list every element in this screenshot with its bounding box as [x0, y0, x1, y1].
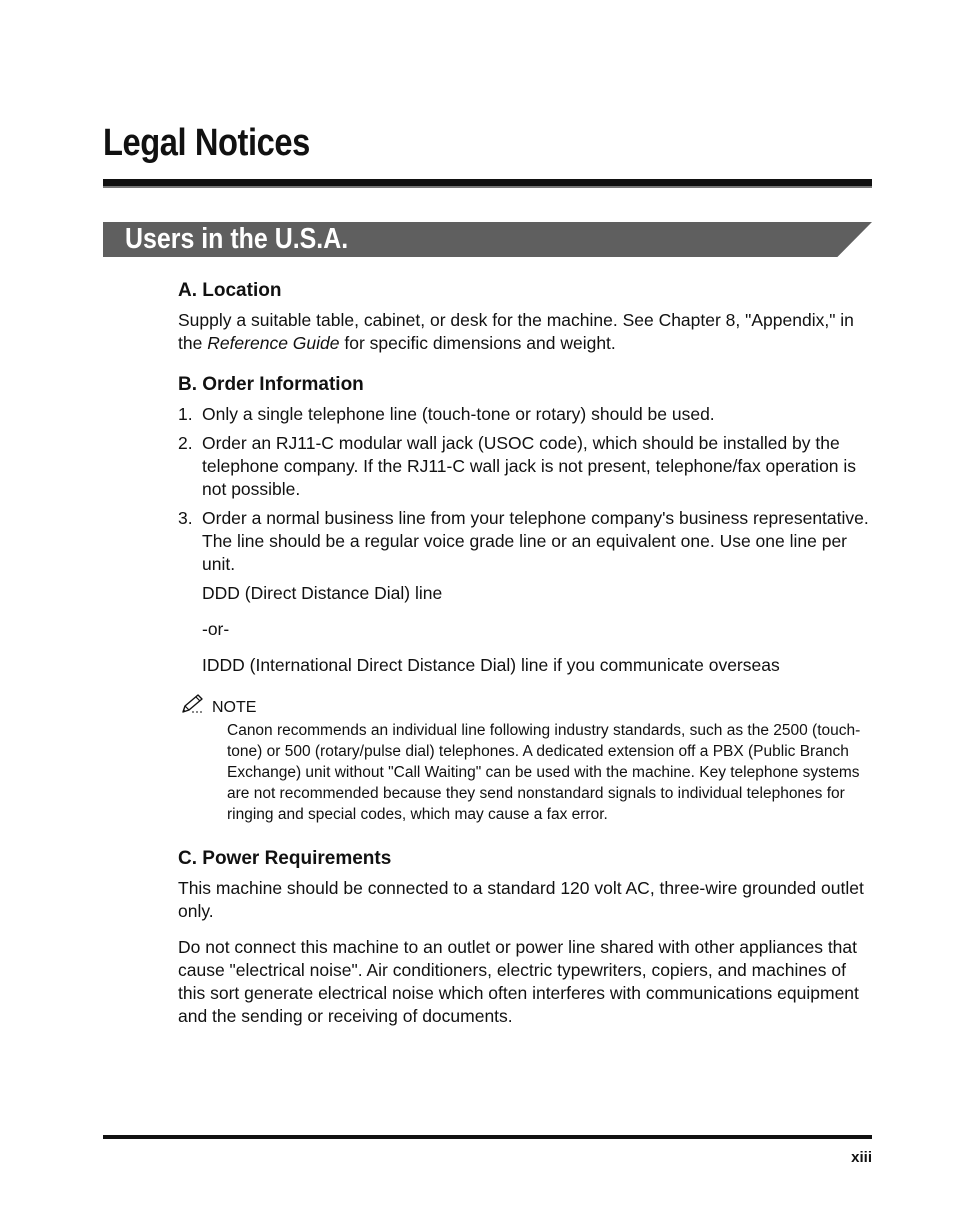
note-header — [178, 696, 872, 718]
title-rule-shadow — [103, 186, 872, 188]
list-item-text: Order an RJ11-C modular wall jack (USOC code), which should be installed by the telephone company. If the RJ11-C wall jack is not present, telephone/fax operation is not possible. — [202, 433, 857, 499]
order-heading: B. Order Information — [178, 374, 364, 395]
list-item-number: 3. — [178, 508, 193, 528]
list-item-text: Order a normal business line from your telephone company's business representative. The line should be a regular voice grade line or an equivalent one. Use one line per unit. — [202, 508, 869, 574]
location-text — [178, 309, 872, 355]
note-text: Canon recommends an individual line following industry standards, such as the 2500 (touch-tone) or 500 (rotary/pulse dial) telephones. A dedicated extension off a PBX (Public Branch Exchange) unit without "Call Waiting" can be used with the machine. Key telephone systems are not recommended because they send nonstandard signals to individual telephones for ringing and special codes, which may cause a fax error. — [227, 722, 861, 823]
section-order-information — [178, 372, 872, 825]
or-separator: -or- — [202, 619, 230, 639]
page-number: xiii — [851, 1149, 872, 1166]
reference-guide-title: Reference Guide — [207, 333, 340, 353]
page-title: Legal Notices — [103, 122, 310, 164]
pencil-icon — [178, 693, 212, 721]
location-heading: A. Location — [178, 280, 282, 301]
location-text-end: for specific dimensions and weight. — [344, 333, 616, 353]
power-paragraph-2: Do not connect this machine to an outlet or power line shared with other appliances that cause "electrical noise". Air conditioners, electric typewriters, copiers, and machines of this sort generate electrical noise which often interferes with communications equipment and the sending or receiving of documents. — [178, 937, 859, 1026]
location-text-start: Supply a suitable table, cabinet, or desk for the machine. See Chapter 8, "Appendix," in the — [178, 310, 854, 353]
list-item-number: 1. — [178, 404, 193, 424]
section-power-requirements — [178, 846, 872, 1028]
order-list — [178, 403, 872, 576]
list-item — [178, 507, 872, 576]
list-item — [178, 432, 872, 501]
content-body — [178, 278, 872, 1028]
footer-rule — [103, 1135, 872, 1139]
list-item-number: 2. — [178, 433, 193, 453]
title-rule — [103, 179, 872, 186]
note-label: NOTE — [212, 698, 257, 716]
list-item-text: Only a single telephone line (touch-tone or rotary) should be used. — [202, 404, 715, 424]
power-paragraph-1: This machine should be connected to a standard 120 volt AC, three-wire grounded outlet only. — [178, 878, 864, 921]
ddd-line: DDD (Direct Distance Dial) line — [202, 583, 443, 603]
iddd-line: IDDD (International Direct Distance Dial) line if you communicate overseas — [202, 655, 780, 675]
section-title: Users in the U.S.A. — [125, 223, 349, 255]
note-block — [178, 696, 872, 825]
list-item — [178, 403, 872, 426]
power-heading: C. Power Requirements — [178, 848, 392, 869]
section-location — [178, 278, 872, 355]
